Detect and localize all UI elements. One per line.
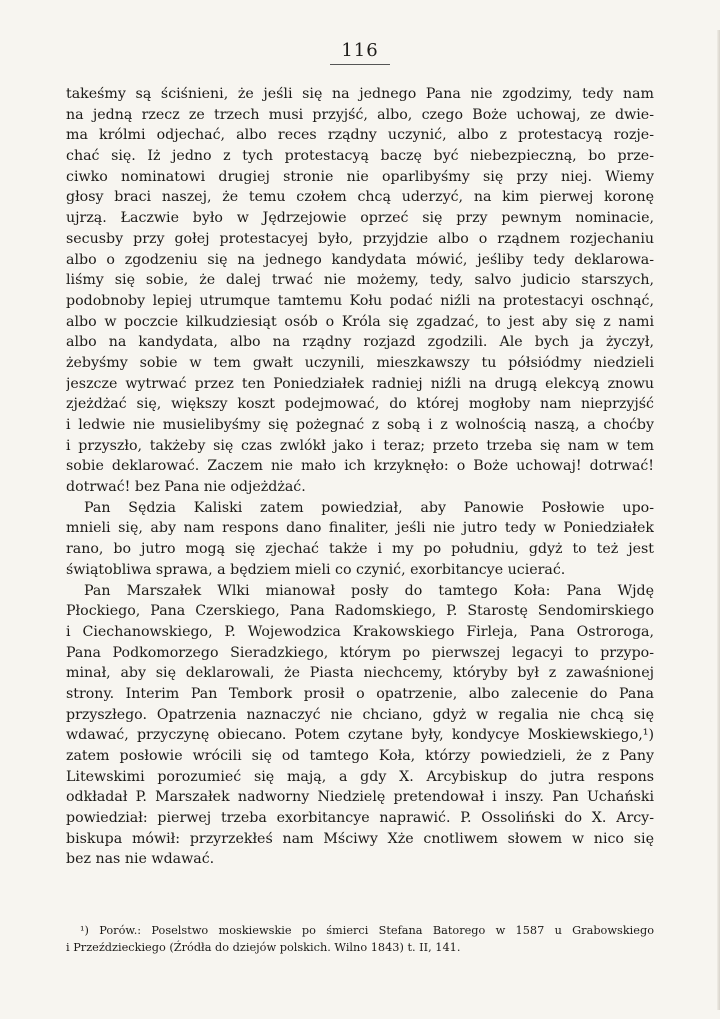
text-line: przyszłego. Opatrzenia naznaczyć nie chciano, gdyż w regalia nie chcą się (66, 706, 654, 723)
text-line: zatem posłowie wrócili się od tamtego Koła, którzy powiedzieli, że z Pany (66, 748, 654, 764)
text-line: powiedział: pierwej trzeba exorbitancye naprawić. P. Ossoliński do X. Arcy- (66, 810, 654, 827)
text-line: odkładał P. Marszałek nadworny Niedzielę pretendował i inszy. Pan Uchański (66, 789, 654, 806)
text-line: wdawać, przyczynę obiecano. Potem czytane były, kondycye Moskiewskiego,¹) (66, 727, 654, 744)
footnote-line: ¹) Porów.: Poselstwo moskiewskie po śmierci Stefana Batorego w 1587 u Grabowskiego (80, 924, 654, 937)
text-line: Pana Podkomorzego Sieradzkiego, którym po pierwszej legacyi to przypo- (66, 644, 654, 661)
page-number: 116 (341, 40, 379, 61)
text-line: rano, bo jutro mogą się zjechać także i my po południu, gdyż to też jest (66, 541, 654, 558)
text-line: minał, aby się deklarowali, że Piasta niechcemy, któryby był z zawaśnionej (66, 665, 654, 682)
text-line: na jedną rzecz ze trzech musi przyjść, albo, czego Boże uchowaj, ze dwie- (66, 106, 654, 123)
text-line: liśmy się sobie, że dalej trwać nie możemy, tedy, salvo judicio starszych, (66, 272, 654, 289)
text-line: albo w poczcie kilkudziesiąt osób o Króla się zgadzać, to jest aby się z nami (66, 313, 654, 330)
text-line: albo o zgodzeniu się na jednego kandydata mówić, jeśliby tedy deklarowa- (66, 251, 654, 268)
text-line: chać się. Iż jedno z tych protestacyą baczę być niebezpieczną, bo prze- (66, 148, 654, 165)
text-line: mnieli się, aby nam respons dano finaliter, jeśli nie jutro tedy w Poniedziałek (66, 520, 654, 537)
text-line: głosy braci naszej, że temu czołem chcą uderzyć, na kim pierwej koronę (66, 189, 654, 206)
text-line: jeszcze wytrwać przez ten Poniedziałek radniej niźli na drugą elekcyą znowu (66, 375, 654, 392)
page-number-rule (330, 64, 390, 65)
text-line: ujrzą. Łaczwie było w Jędrzejowie oprzeć się przy pewnym nominacie, (66, 210, 654, 227)
text-line: żebyśmy sobie w tem gwałt uczynili, mieszkawszy tu półsiódmy niedzieli (66, 354, 654, 371)
text-line: ciwko nominatowi drugiej stronie nie oparlibyśmy się przy niej. Wiemy (66, 168, 654, 185)
text-line: ma królmi odjechać, albo reces rządny uczynić, albo z protestacyą rozje- (66, 127, 654, 144)
text-line: i ledwie nie musielibyśmy się pożegnać z sobą i z wolnością naszą, a choćby (66, 417, 654, 433)
text-line: strony. Interim Pan Tembork prosił o opatrzenie, albo zalecenie do Pana (66, 685, 654, 702)
footnote-line: i Przeździeckiego (Źródła do dziejów polskich. Wilno 1843) t. II, 141. (66, 941, 461, 954)
text-line: i przyszło, takżeby się czas zwlókł jako i teraz; przeto trzeba się nam w tem (66, 437, 654, 454)
text-line: Pan Sędzia Kaliski zatem powiedział, aby Panowie Posłowie upo- (84, 499, 654, 516)
body-text (66, 84, 654, 870)
text-line: podobnoby lepiej utrumque tamtemu Kołu podać niźli na protestacyi oschnąć, (66, 292, 654, 309)
text-line: albo na kandydata, albo na rządny rozjazd zgodzili. Ale bych ja życzył, (66, 334, 654, 351)
text-line: sobie deklarować. Zaczem nie mało ich krzyknęło: o Boże uchowaj! dotrwać! (66, 458, 654, 475)
text-line: Płockiego, Pana Czerskiego, Pana Radomskiego, P. Starostę Sendomirskiego (66, 603, 654, 620)
text-line: zjeżdżać się, większy koszt podejmować, do której mogłoby nam nieprzyjść (66, 396, 654, 413)
footnotes (66, 922, 654, 956)
text-line: dotrwać! bez Pana nie odjeżdżać. (66, 479, 306, 496)
text-line: takeśmy są ściśnieni, że jeśli się na jednego Pana nie zgodzimy, tedy nam (66, 86, 654, 102)
text-line: secusby przy gołej protestacyej było, przyjdzie albo o rządnem rozjechaniu (66, 230, 654, 247)
text-line: Pan Marszałek Wlki mianował posły do tamtego Koła: Pana Wjdę (84, 582, 654, 599)
text-line: świątobliwa sprawa, a będziem mieli co czynić, exorbitancye ucierać. (66, 561, 566, 578)
text-line: Litewskimi porozumieć się mają, a gdy X. Arcybiskup do jutra respons (66, 768, 654, 785)
text-line: bez nas nie wdawać. (66, 851, 215, 868)
text-line: i Ciechanowskiego, P. Wojewodzica Krakowskiego Firleja, Pana Ostroroga, (66, 623, 654, 640)
text-line: biskupa mówił: przyrzekłeś nam Mściwy Xże cnotliwem słowem w nico się (66, 830, 654, 847)
